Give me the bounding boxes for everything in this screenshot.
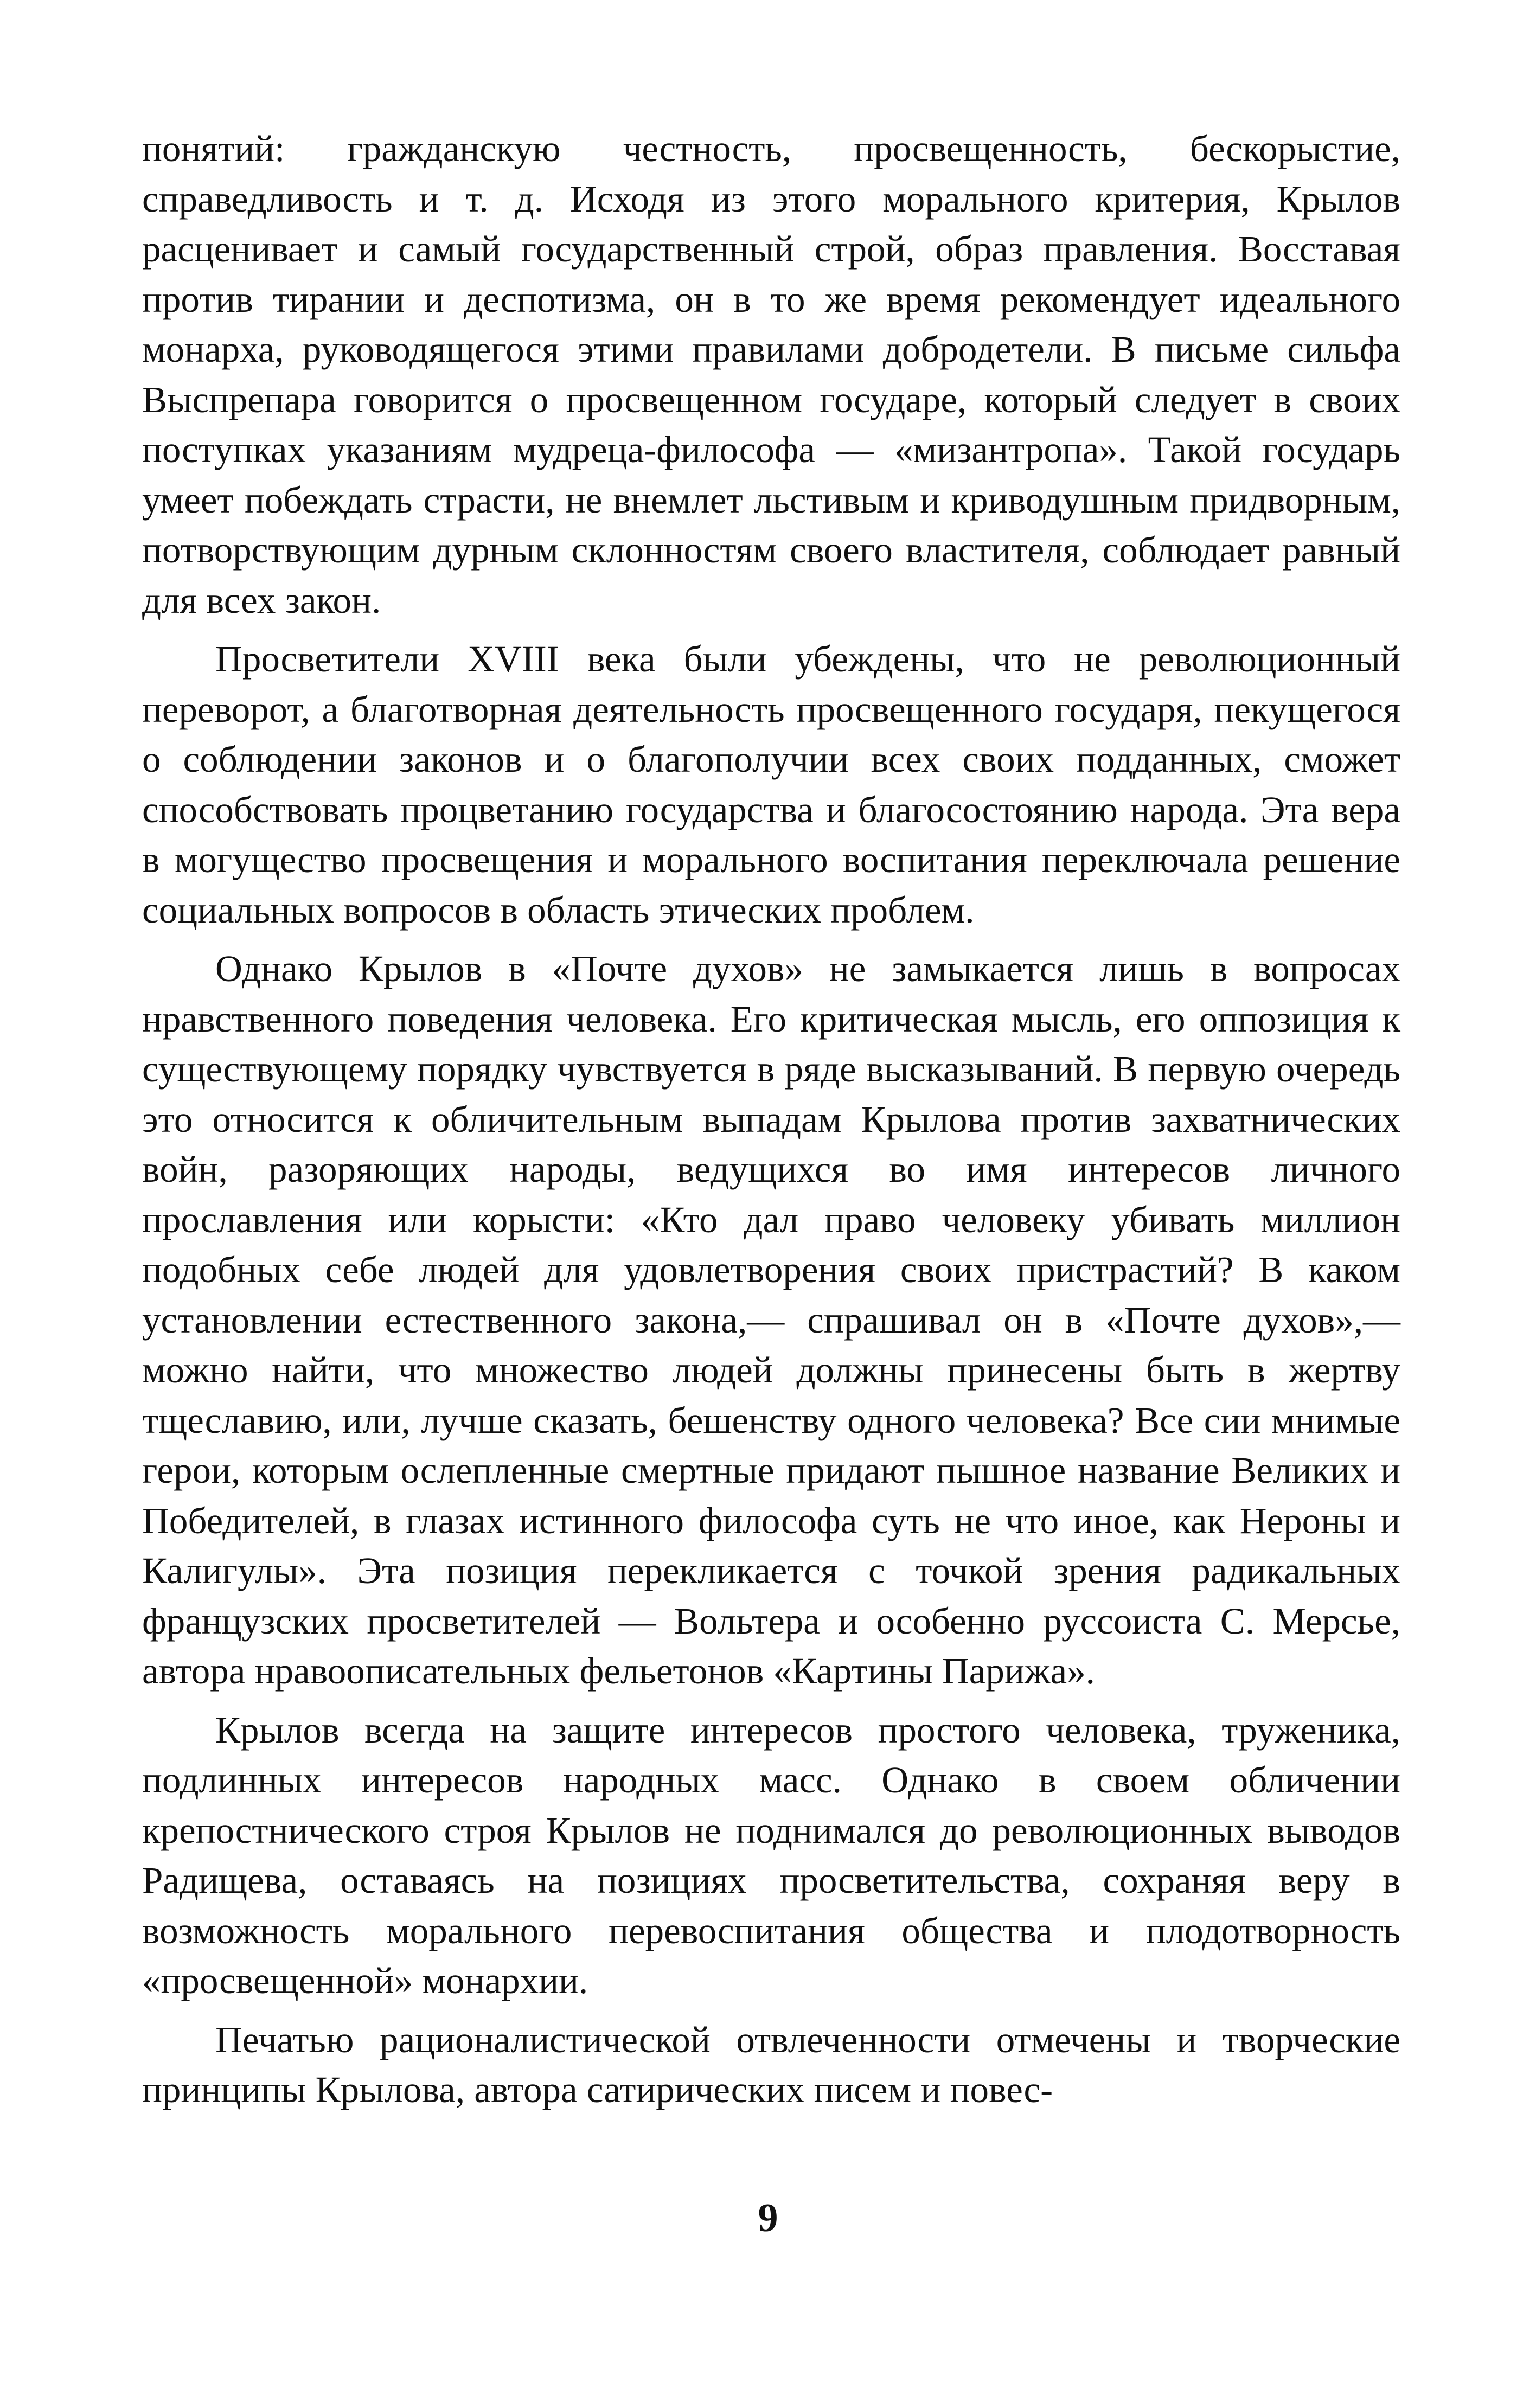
page-number: 9: [758, 2196, 778, 2240]
body-text: [142, 124, 1400, 2115]
paragraph-4: Крылов всегда на защите интересов простого человека, труженика, подлинных интересов народных масс. Однако в своем обличении крепостнического строя Крылов не поднимался до революционных выводов Радищева, оставаясь на позициях просветительства, сохраняя веру в возможность морального перевоспитания общества и плодотворность «просвещенной» монархии.: [142, 1709, 1400, 2001]
paragraph-5: Печатью рационалистической отвлеченности отмечены и творческие принципы Крылова, автора сатирических писем и повес-: [142, 2019, 1400, 2110]
paragraph-1: понятий: гражданскую честность, просвещенность, бескорыстие, справедливость и т. д. Исходя из этого морального критерия, Крылов расценивает и самый государственный строй, образ правления. Восставая против тирании и деспотизма, он в то же время рекомендует идеального монарха, руководящегося этими правилами добродетели. В письме сильфа Выспрепара говорится о просвещенном государе, который следует в своих поступках указаниям мудреца-философа — «мизантропа». Такой государь умеет побеждать страсти, не внемлет льстивым и криводушным придворным, потворствующим дурным склонностям своего властителя, соблюдает равный для всех закон.: [142, 128, 1400, 621]
paragraph-3: Однако Крылов в «Почте духов» не замыкается лишь в вопросах нравственного поведения человека. Его критическая мысль, его оппозиция к существующему порядку чувствуется в ряде высказываний. В первую очередь это относится к обличительным выпадам Крылова против захватнических войн, разоряющих народы, ведущихся во имя интересов личного прославления или корысти: «Кто дал право человеку убивать миллион подобных себе людей для удовлетворения своих пристрастий? В каком установлении естественного закона,— спрашивал он в «Почте духов»,— можно найти, что множество людей должны принесены быть в жертву тщеславию, или, лучше сказать, бешенству одного человека? Все сии мнимые герои, которым ослепленные смертные придают пышное название Великих и Победителей, в глазах истинного философа суть не что иное, как Нероны и Калигулы». Эта позиция перекликается с точкой зрения радикальных французских просветителей — Вольтера и особенно руссоиста С. Мерсье, автора нравоописательных фельетонов «Картины Парижа».: [142, 948, 1400, 1692]
paragraph-2: Просветители XVIII века были убеждены, что не революционный переворот, а благотворная деятельность просвещенного государя, пекущегося о соблюдении законов и о благополучии всех своих подданных, сможет способствовать процветанию государства и благосостоянию народа. Эта вера в могущество просвещения и морального воспитания переключала решение социальных вопросов в область этических проблем.: [142, 638, 1400, 931]
